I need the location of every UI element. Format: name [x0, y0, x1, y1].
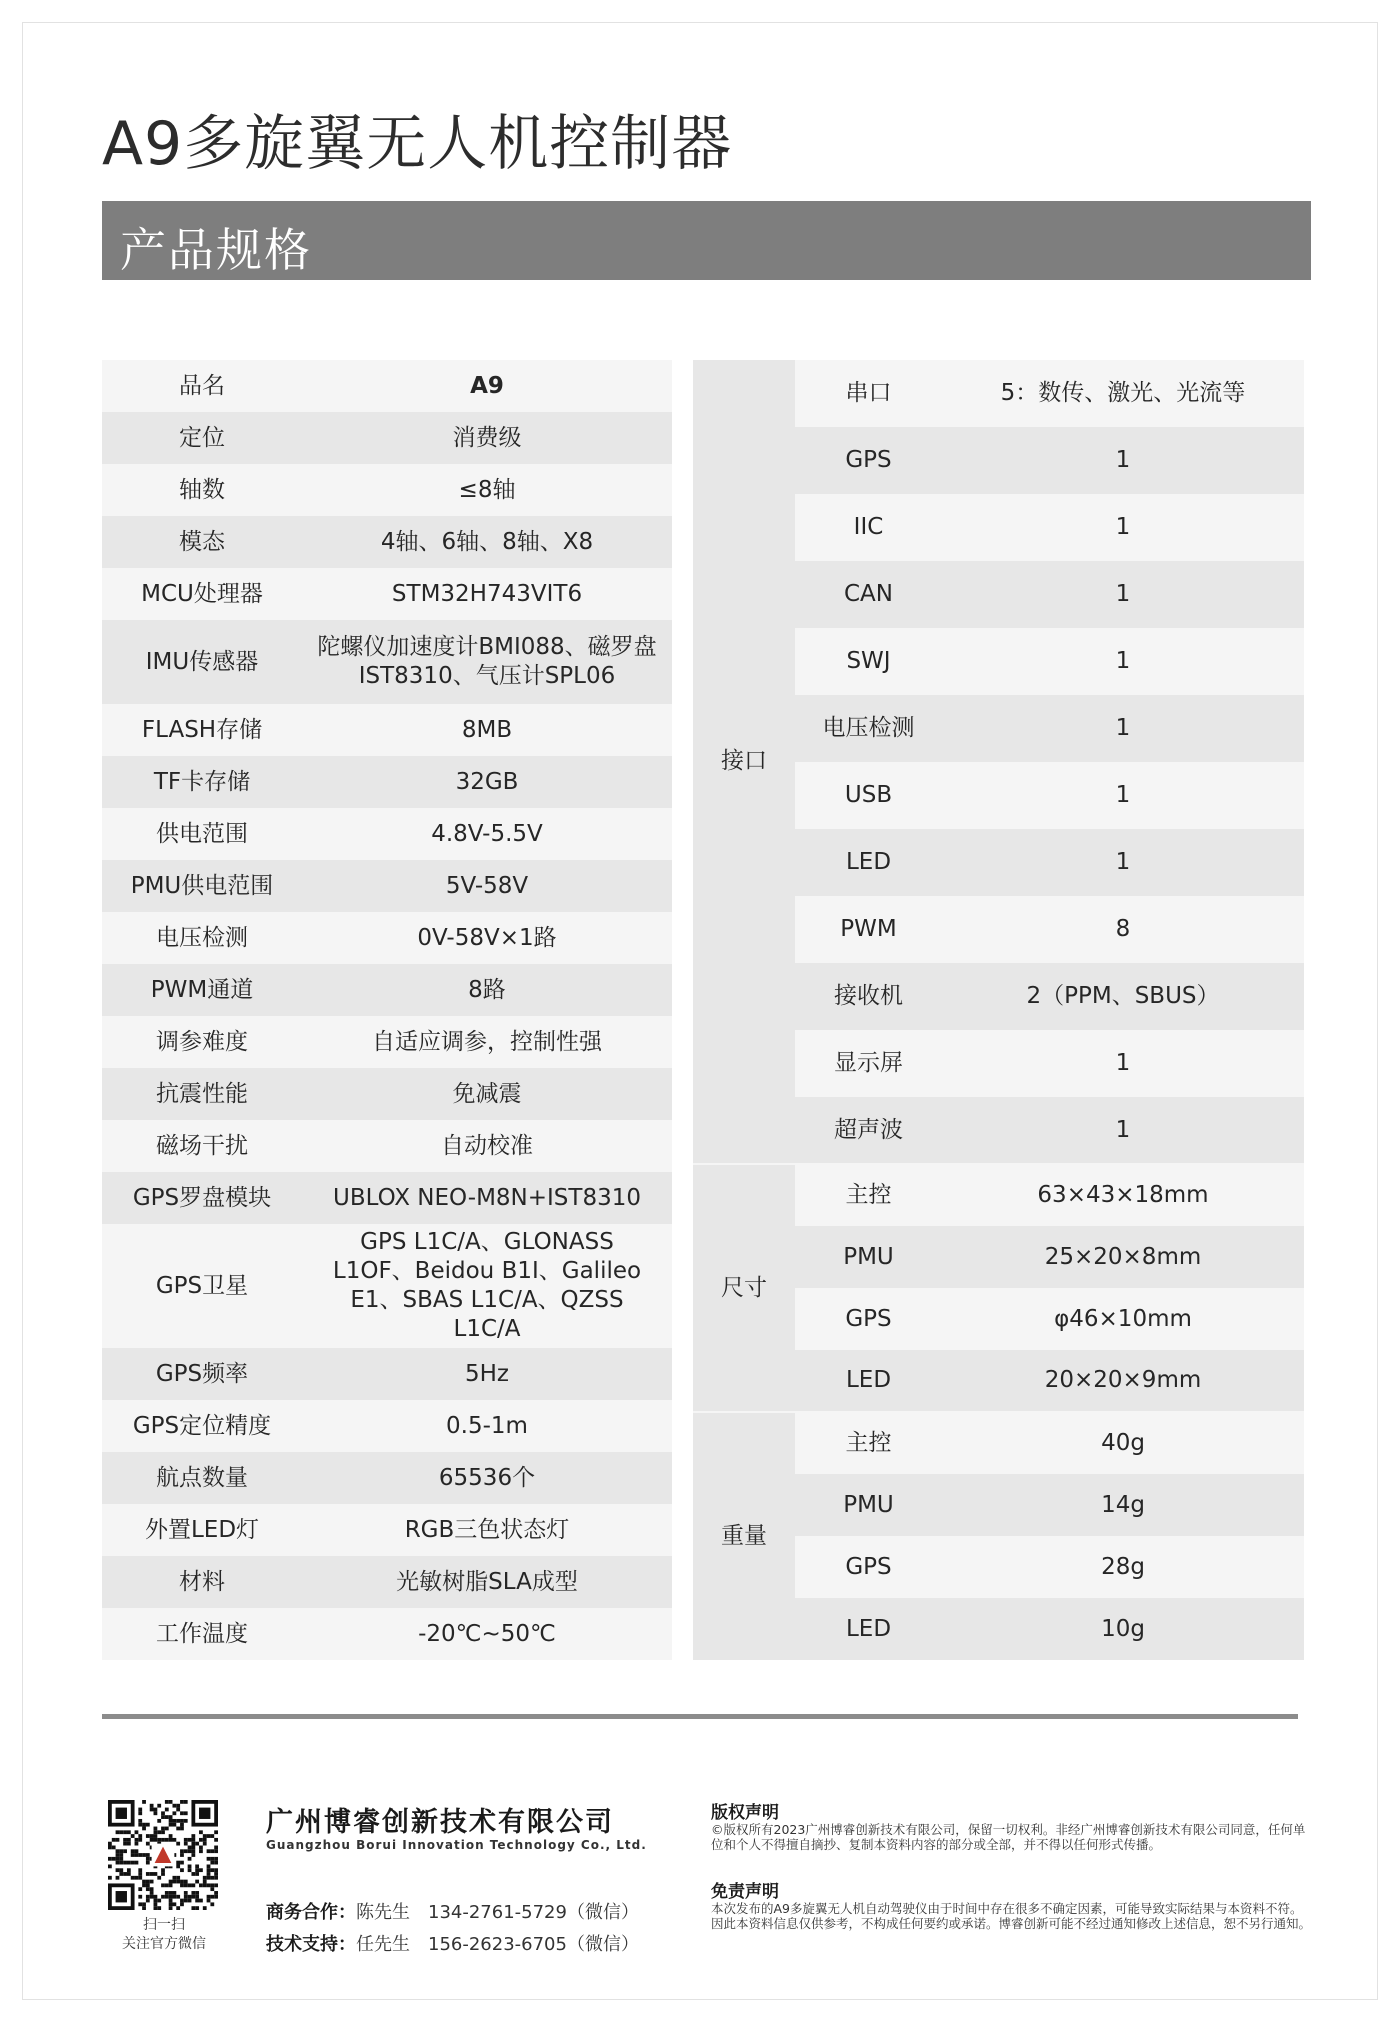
section-header-bar: [102, 201, 1311, 280]
size-item-label: GPS: [795, 1288, 942, 1350]
size-item-value: 63×43×18mm: [942, 1164, 1304, 1226]
spec-row: [102, 1504, 672, 1556]
copyright-title: 版权声明: [711, 1803, 779, 1823]
spec-row: [102, 1172, 672, 1224]
weight-item-label: 主控: [795, 1412, 942, 1474]
interface-item-label: IIC: [795, 494, 942, 561]
spec-label: 定位: [102, 412, 302, 464]
interface-item-value: 5：数传、激光、光流等: [942, 360, 1304, 427]
spec-value: 免减震: [302, 1068, 672, 1120]
spec-value: -20℃~50℃: [302, 1608, 672, 1660]
spec-row: [102, 516, 672, 568]
interface-item-value: 1: [942, 427, 1304, 494]
spec-row: [102, 808, 672, 860]
copyright-text: ©版权所有2023广州博睿创新技术有限公司，保留一切权利。非经广州博睿创新技术有限公司同意，任何单位和个人不得擅自摘抄、复制本资料内容的部分或全部，并不得以任何形式传播。: [711, 1822, 1306, 1852]
spec-label: 调参难度: [102, 1016, 302, 1068]
spec-value: GPS L1C/A、GLONASS L1OF、Beidou B1I、Galileo E1、SBAS L1C/A、QZSS L1C/A: [302, 1224, 672, 1348]
spec-value: 32GB: [302, 756, 672, 808]
company-name-en: Guangzhou Borui Innovation Technology Co., Ltd.: [266, 1838, 647, 1852]
business-contact-value: 陈先生 134-2761-5729（微信）: [356, 1902, 639, 1923]
size-item-label: PMU: [795, 1226, 942, 1288]
spec-value: 4轴、6轴、8轴、X8: [302, 516, 672, 568]
spec-row: [102, 1068, 672, 1120]
spec-row: [102, 860, 672, 912]
interface-item-value: 8: [942, 896, 1304, 963]
interface-item-label: CAN: [795, 561, 942, 628]
tech-support-value: 任先生 156-2623-6705（微信）: [356, 1934, 639, 1955]
spec-label: TF卡存储: [102, 756, 302, 808]
spec-value: STM32H743VIT6: [302, 568, 672, 620]
interface-item-value: 1: [942, 628, 1304, 695]
weight-item-value: 40g: [942, 1412, 1304, 1474]
spec-value: 4.8V-5.5V: [302, 808, 672, 860]
size-item-label: LED: [795, 1350, 942, 1412]
spec-row: [102, 1608, 672, 1660]
spec-label: MCU处理器: [102, 568, 302, 620]
spec-row: [102, 1016, 672, 1068]
qr-caption: [94, 1916, 234, 1954]
spec-table: [102, 360, 672, 1660]
weight-item-label: LED: [795, 1598, 942, 1660]
interface-item-label: SWJ: [795, 628, 942, 695]
spec-row: [102, 620, 672, 704]
interface-item-value: 1: [942, 561, 1304, 628]
size-row: [693, 1164, 1304, 1226]
size-group-label: 尺寸: [693, 1164, 795, 1412]
disclaimer-title: 免责声明: [711, 1882, 779, 1902]
interface-dimension-table: [693, 360, 1304, 1660]
size-item-value: 20×20×9mm: [942, 1350, 1304, 1412]
interface-item-label: PWM: [795, 896, 942, 963]
spec-label: 航点数量: [102, 1452, 302, 1504]
interface-item-value: 1: [942, 1030, 1304, 1097]
spec-label: PMU供电范围: [102, 860, 302, 912]
interface-item-value: 1: [942, 1097, 1304, 1164]
interface-item-label: 串口: [795, 360, 942, 427]
business-contact: [266, 1898, 639, 1924]
spec-value: 光敏树脂SLA成型: [302, 1556, 672, 1608]
spec-value: ≤8轴: [302, 464, 672, 516]
spec-row: [102, 1348, 672, 1400]
wechat-qr-code-icon: [108, 1800, 218, 1910]
size-item-value: 25×20×8mm: [942, 1226, 1304, 1288]
spec-label: GPS频率: [102, 1348, 302, 1400]
footer-divider: [102, 1714, 1298, 1719]
weight-row: [693, 1412, 1304, 1474]
interface-item-value: 2（PPM、SBUS）: [942, 963, 1304, 1030]
disclaimer-text: 本次发布的A9多旋翼无人机自动驾驶仪由于时间中存在很多不确定因素，可能导致实际结果与本资料不符。因此本资料信息仅供参考，不构成任何要约或承诺。博睿创新可能不经过通知修改上述信息，恕不另行通知。: [711, 1901, 1312, 1931]
spec-row: [102, 1452, 672, 1504]
interface-item-value: 1: [942, 829, 1304, 896]
spec-label: 品名: [102, 360, 302, 412]
interface-item-label: GPS: [795, 427, 942, 494]
spec-row: [102, 912, 672, 964]
spec-label: PWM通道: [102, 964, 302, 1016]
spec-value: 0V-58V×1路: [302, 912, 672, 964]
spec-row: [102, 464, 672, 516]
spec-value: 8路: [302, 964, 672, 1016]
weight-item-label: GPS: [795, 1536, 942, 1598]
spec-value: 8MB: [302, 704, 672, 756]
spec-label: 材料: [102, 1556, 302, 1608]
spec-value: 65536个: [302, 1452, 672, 1504]
spec-value: 自适应调参，控制性强: [302, 1016, 672, 1068]
weight-item-value: 14g: [942, 1474, 1304, 1536]
spec-label: 模态: [102, 516, 302, 568]
spec-value: 5Hz: [302, 1348, 672, 1400]
interface-item-label: 接收机: [795, 963, 942, 1030]
spec-row: [102, 412, 672, 464]
spec-row: [102, 568, 672, 620]
company-name-cn: 广州博睿创新技术有限公司: [266, 1807, 614, 1838]
spec-row: [102, 756, 672, 808]
spec-value: 5V-58V: [302, 860, 672, 912]
spec-row: [102, 704, 672, 756]
spec-label: 供电范围: [102, 808, 302, 860]
spec-row: [102, 1400, 672, 1452]
spec-row: [102, 1224, 672, 1348]
size-item-value: φ46×10mm: [942, 1288, 1304, 1350]
qr-caption-follow: 关注官方微信: [122, 1936, 206, 1952]
spec-label: 工作温度: [102, 1608, 302, 1660]
spec-value: UBLOX NEO-M8N+IST8310: [302, 1172, 672, 1224]
spec-label: IMU传感器: [102, 620, 302, 704]
section-title: 产品规格: [120, 223, 312, 277]
tech-support-label: 技术支持：: [266, 1934, 356, 1955]
spec-label: GPS卫星: [102, 1224, 302, 1348]
spec-label: GPS定位精度: [102, 1400, 302, 1452]
weight-group-label: 重量: [693, 1412, 795, 1660]
interface-item-value: 1: [942, 695, 1304, 762]
spec-value: 陀螺仪加速度计BMI088、磁罗盘IST8310、气压计SPL06: [302, 620, 672, 704]
spec-label: 抗震性能: [102, 1068, 302, 1120]
weight-item-label: PMU: [795, 1474, 942, 1536]
interface-row: [693, 360, 1304, 427]
spec-row: [102, 964, 672, 1016]
interface-item-label: USB: [795, 762, 942, 829]
spec-value: 自动校准: [302, 1120, 672, 1172]
qr-caption-scan: 扫一扫: [143, 1917, 185, 1933]
spec-label: 磁场干扰: [102, 1120, 302, 1172]
interface-item-label: 超声波: [795, 1097, 942, 1164]
spec-value: RGB三色状态灯: [302, 1504, 672, 1556]
tech-support-contact: [266, 1930, 639, 1956]
interface-item-label: 显示屏: [795, 1030, 942, 1097]
spec-value: 消费级: [302, 412, 672, 464]
interface-item-label: 电压检测: [795, 695, 942, 762]
interface-item-value: 1: [942, 494, 1304, 561]
spec-label: 轴数: [102, 464, 302, 516]
weight-item-value: 10g: [942, 1598, 1304, 1660]
spec-value: A9: [302, 360, 672, 412]
spec-value: 0.5-1m: [302, 1400, 672, 1452]
spec-label: FLASH存储: [102, 704, 302, 756]
spec-label: GPS罗盘模块: [102, 1172, 302, 1224]
spec-row: [102, 1120, 672, 1172]
interface-item-label: LED: [795, 829, 942, 896]
spec-label: 电压检测: [102, 912, 302, 964]
spec-row: [102, 1556, 672, 1608]
business-contact-label: 商务合作：: [266, 1902, 356, 1923]
size-item-label: 主控: [795, 1164, 942, 1226]
interface-item-value: 1: [942, 762, 1304, 829]
spec-label: 外置LED灯: [102, 1504, 302, 1556]
spec-row: [102, 360, 672, 412]
document-title: A9多旋翼无人机控制器: [102, 109, 733, 179]
interface-group-label: 接口: [693, 360, 795, 1164]
weight-item-value: 28g: [942, 1536, 1304, 1598]
